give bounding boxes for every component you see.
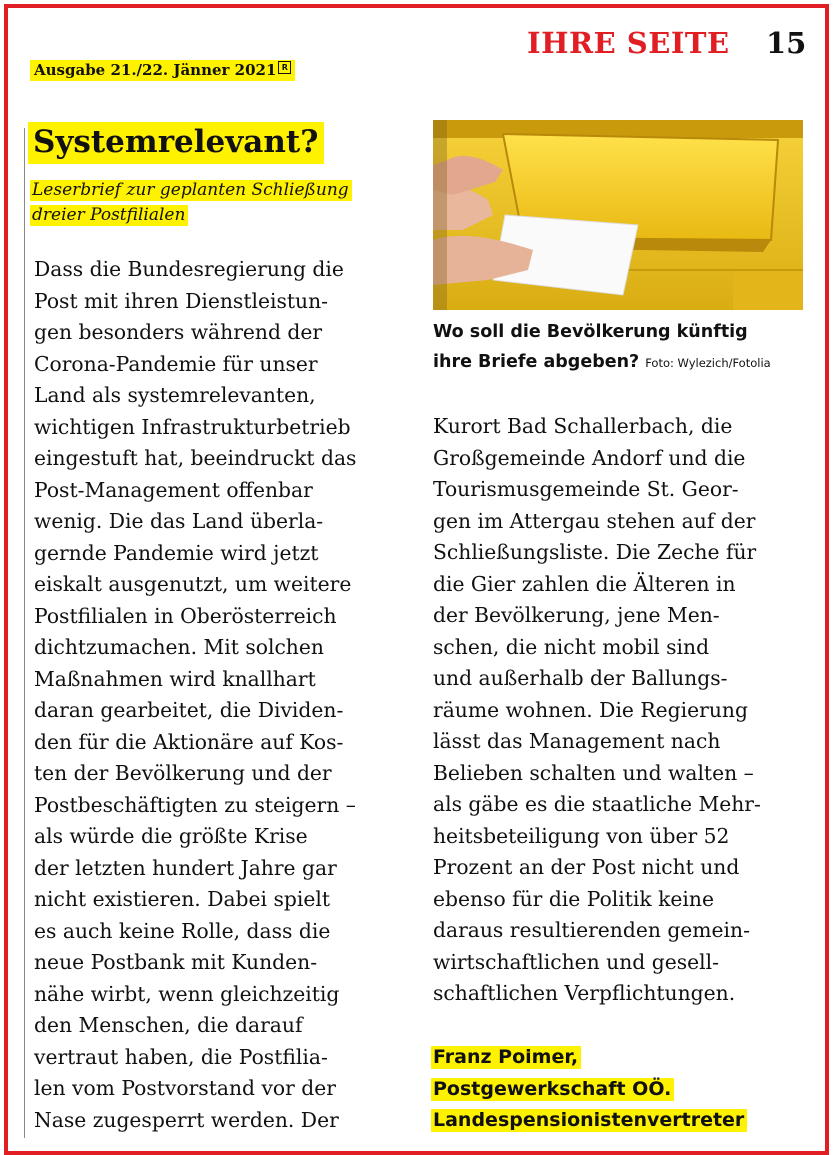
text-line: nähe wirbt, wenn gleichzeitig <box>34 981 340 1006</box>
mailbox-photo <box>433 120 803 310</box>
article-headline: Systemrelevant? <box>28 122 324 164</box>
subhead-line: dreier Postfilialen <box>30 205 188 226</box>
photo-credit: Foto: Wylezich/Fotolia <box>645 356 771 370</box>
text-line: Postfilialen in Oberösterreich <box>34 603 337 628</box>
article-column-1 <box>34 254 356 1136</box>
text-line: Belieben schalten und walten – <box>433 760 754 785</box>
signature-line: Landespensionistenvertreter <box>431 1109 747 1132</box>
text-line: und außerhalb der Ballungs- <box>433 666 728 690</box>
text-line: Dass die Bundesregierung die <box>34 257 344 281</box>
registered-square-icon: R <box>278 61 291 74</box>
text-line: wenig. Die das Land überla- <box>34 509 324 533</box>
text-line: den für die Aktionäre auf Kos- <box>34 729 344 754</box>
text-line: len vom Postvorstand vor der <box>34 1076 336 1100</box>
text-line: wichtigen Infrastrukturbetrieb <box>34 414 351 439</box>
text-line: räume wohnen. Die Regierung <box>433 697 748 722</box>
caption-line: ihre Briefe abgeben? <box>433 352 640 372</box>
text-line: Kurort Bad Schallerbach, die <box>433 414 733 438</box>
text-line: vertraut haben, die Postfilia- <box>34 1044 328 1069</box>
text-line: ten der Bevölkerung und der <box>34 761 332 785</box>
text-line: Prozent an der Post nicht und <box>433 855 740 879</box>
text-line: Post mit ihren Dienstleistun- <box>34 288 328 313</box>
text-line: als würde die größte Krise <box>34 824 308 848</box>
text-line: ebenso für die Politik keine <box>433 886 714 911</box>
section-title: IHRE SEITE <box>527 26 730 60</box>
text-line: Tourismusgemeinde St. Geor- <box>433 477 739 501</box>
text-line: Maßnahmen wird knallhart <box>34 666 316 691</box>
text-line: Postbeschäftigten zu steigern – <box>34 792 356 817</box>
signature-line: Postgewerkschaft OÖ. <box>431 1078 674 1101</box>
text-line: Großgemeinde Andorf und die <box>433 445 746 470</box>
text-line: lässt das Management nach <box>433 729 721 753</box>
text-line: wirtschaftlichen und gesell- <box>433 949 719 974</box>
text-line: heitsbeteiligung von über 52 <box>433 823 730 848</box>
text-line: schen, die nicht mobil sind <box>433 634 710 659</box>
text-line: Corona-Pandemie für unser <box>34 351 318 376</box>
text-line: Post-Management offenbar <box>34 477 313 502</box>
text-line: schaftlichen Verpflichtungen. <box>433 981 736 1005</box>
author-signature <box>431 1042 747 1137</box>
text-line: gernde Pandemie wird jetzt <box>34 540 319 565</box>
text-line: als gäbe es die staatliche Mehr- <box>433 792 761 816</box>
issue-date: Ausgabe 21./22. Jänner 2021 R <box>30 60 295 81</box>
text-line: daran gearbeitet, die Dividen- <box>34 698 344 722</box>
subhead-line: Leserbrief zur geplanten Schließung <box>30 180 352 201</box>
text-line: die Gier zahlen die Älteren in <box>433 571 736 596</box>
text-line: Land als systemrelevanten, <box>34 383 316 407</box>
text-line: eingestuft hat, beeindruckt das <box>34 446 357 470</box>
text-line: gen besonders während der <box>34 320 323 344</box>
article-subhead <box>30 178 402 228</box>
text-line: gen im Attergau stehen auf der <box>433 508 756 533</box>
photo-caption <box>433 317 813 378</box>
mailbox-illustration <box>433 120 803 310</box>
text-line: Schließungsliste. Die Zeche für <box>433 540 757 564</box>
column-rule <box>24 128 25 1138</box>
text-line: dichtzumachen. Mit solchen <box>34 635 324 659</box>
article-column-2 <box>433 411 761 1010</box>
text-line: daraus resultierenden gemein- <box>433 918 750 942</box>
text-line: eiskalt ausgenutzt, um weitere <box>34 572 352 596</box>
text-line: der Bevölkerung, jene Men- <box>433 603 720 627</box>
signature-line: Franz Poimer, <box>431 1046 581 1069</box>
page-number: 15 <box>766 26 807 60</box>
caption-line: Wo soll die Bevölkerung künftig <box>433 322 748 342</box>
text-line: neue Postbank mit Kunden- <box>34 950 318 974</box>
text-line: es auch keine Rolle, dass die <box>34 918 331 943</box>
text-line: Nase zugesperrt werden. Der <box>34 1107 339 1132</box>
text-line: den Menschen, die darauf <box>34 1013 303 1037</box>
text-line: der letzten hundert Jahre gar <box>34 855 337 880</box>
text-line: nicht existieren. Dabei spielt <box>34 887 330 911</box>
